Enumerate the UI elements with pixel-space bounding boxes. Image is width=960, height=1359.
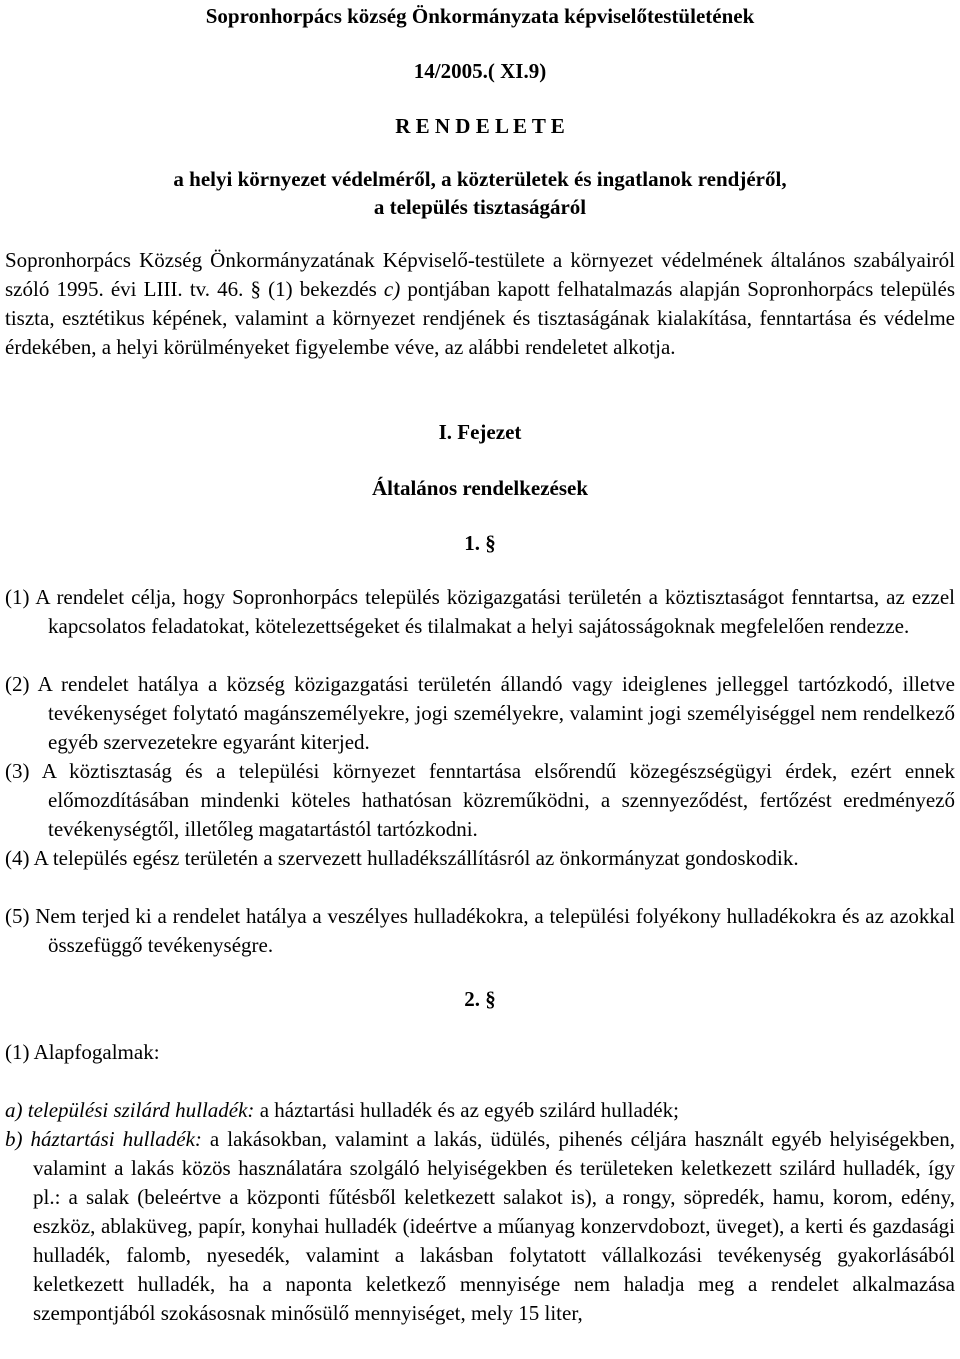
section-1-item-2: (2) A rendelet hatálya a község közigazgatási területén állandó vagy ideiglenes jelleggel tartózkodó, illetve tevékenységet folytató magánszemélyekre, jogi személyekre, valamint jogi személyiséggel nem rendelkező egyéb szervezetekre egyaránt kiterjed. bbox=[5, 672, 955, 754]
definition-text-a: a háztartási hulladék és az egyéb szilárd hulladék; bbox=[254, 1098, 679, 1122]
definition-text-b: a lakásokban, valamint a lakás, üdülés, pihenés céljára használt egyéb helyiségekben, valamint a lakás közös használatára szolgáló helyiségekben és területeken keletkezett szilárd hulladék, így pl.: a salak (beleértve a központi fűtésből keletkezett salakot is), a rongy, söpredék, hamu, korom, edény, eszköz, ablaküveg, papír, konyhai hulladék (ideértve a műanyag konzervdobozt, üveget), a kerti és gazdasági hulladék, falomb, nyesedék, valamint a lakásban folytatott vállalkozási tevékenység gyakorlásából keletkezett hulladék, ha a naponta keletkező mennyisége nem haladja meg a rendelet alkalmazása szempontjából szokásosnak minősülő mennyiséget, mely 15 liter, bbox=[33, 1127, 955, 1325]
definitions-intro: (1) Alapfogalmak: bbox=[5, 1040, 160, 1064]
definition-item-a bbox=[5, 1096, 955, 1125]
preamble-text-1: Sopronhorpács Község Önkormányzatának Képviselő-testülete a környezet védelmének általános szabályairól szóló 1995. évi LIII. tv. 46. § (1) bekezdés bbox=[5, 248, 955, 301]
chapter-number: I. Fejezet bbox=[438, 420, 522, 444]
section-1-item-3: (3) A köztisztaság és a települési környezet fenntartása elsőrendű közegészségügyi érdek, ezért ennek előmozdításában mindenki köteles hathatósan közreműködni, a szennyeződést, fertőzést eredményező tevékenységtől, illetőleg magatartástól tartózkodni. bbox=[5, 759, 955, 841]
issuer-title: Sopronhorpács község Önkormányzata képviselőtestületének bbox=[205, 4, 755, 28]
definition-term-a: a) települési szilárd hulladék: bbox=[5, 1098, 255, 1122]
section-2-heading: 2. § bbox=[464, 987, 496, 1011]
decree-number: 14/2005.( XI.9) bbox=[413, 59, 547, 83]
section-1-item-5: (5) Nem terjed ki a rendelet hatálya a veszélyes hulladékokra, a települési folyékony hulladékokra és az azokkal összefüggő tevékenységre. bbox=[5, 904, 955, 957]
doc-type-heading: R E N D E L E T E bbox=[395, 114, 565, 138]
preamble-text-2: pontjában kapott felhatalmazás alapján Sopronhorpács település tiszta, esztétikus képének, valamint a környezet rendjének és tisztaságának kialakítása, fenntartása és védelme érdekében, a helyi körülményeket figyelembe véve, az alábbi rendeletet alkotja. bbox=[5, 277, 956, 359]
preamble-text-italic: c) bbox=[383, 277, 401, 301]
preamble-paragraph bbox=[5, 246, 955, 362]
subject-line-1: a helyi környezet védelméről, a közterületek és ingatlanok rendjéről, bbox=[173, 167, 787, 191]
section-1-item-4: (4) A település egész területén a szervezett hulladékszállításról az önkormányzat gondoskodik. bbox=[5, 846, 799, 870]
definition-term-b: b) háztartási hulladék: bbox=[5, 1127, 202, 1151]
section-1-item-1: (1) A rendelet célja, hogy Sopronhorpács település közigazgatási területén a köztisztaságot fenntartsa, az ezzel kapcsolatos feladatokat, kötelezettségeket és tilalmakat a helyi sajátosságoknak megfelelően rendezze. bbox=[5, 585, 955, 638]
section-1-heading: 1. § bbox=[464, 531, 496, 555]
subject-line-2: a település tisztaságáról bbox=[373, 195, 587, 219]
definition-item-b bbox=[5, 1125, 955, 1328]
chapter-title: Általános rendelkezések bbox=[371, 476, 589, 500]
